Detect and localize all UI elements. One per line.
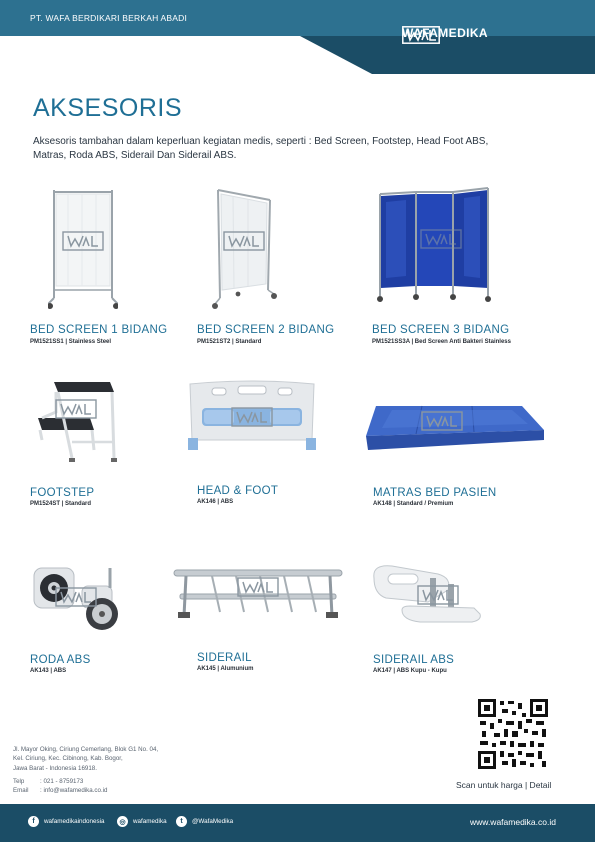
product-code: AK146 | ABS [197, 499, 234, 505]
wml-logo-icon [402, 26, 440, 44]
header-banner [0, 0, 595, 74]
email-row[interactable] [13, 786, 158, 795]
head-foot-board-image [184, 378, 320, 452]
product-code: AK143 | ABS [30, 668, 67, 674]
twitter-icon: t [176, 816, 187, 827]
abs-siderail-image [368, 560, 484, 636]
intro-text: Aksesoris tambahan dalam keperluan kegiatan medis, seperti : Bed Screen, Footstep, Head Foot ABS, Matras, Roda ABS, Siderail Dan Siderail ABS. [33, 136, 489, 161]
phone-label: Telp [13, 777, 25, 785]
social-twitter[interactable] [176, 816, 233, 827]
caster-wheel-image [30, 560, 122, 632]
address-line: Kel. Ciriung, Kec. Cibinong, Kab. Bogor, [13, 755, 123, 763]
brand-name: WAFAMEDIKA [402, 26, 488, 40]
social-label: wafamedika [133, 818, 167, 825]
bed-screen-1-panel-image [48, 188, 118, 310]
siderail-image [172, 566, 344, 620]
phone-value: : 021 - 8759173 [40, 777, 84, 785]
social-label: wafamedikaindonesia [44, 818, 105, 825]
website-link[interactable]: www.wafamedika.co.id [470, 817, 556, 827]
product-name: BED SCREEN 3 BIDANG [372, 324, 510, 336]
social-label: @WafaMedika [192, 818, 234, 825]
mattress-image [362, 400, 546, 456]
product-name: RODA ABS [30, 654, 91, 666]
facebook-icon: f [28, 816, 39, 827]
instagram-icon: ◎ [117, 816, 128, 827]
bed-screen-3-panel-image [376, 186, 494, 308]
product-code: AK145 | Alumunium [197, 666, 254, 672]
qr-caption: Scan untuk harga | Detail [456, 780, 552, 790]
product-code: PM1521SS3A | Bed Screen Anti Bakteri Stainless [372, 339, 511, 345]
product-code: PM1524ST | Standard [30, 501, 92, 507]
page-title: AKSESORIS [33, 94, 182, 122]
social-instagram[interactable] [117, 816, 167, 827]
contact-block [13, 745, 158, 795]
social-facebook[interactable] [28, 816, 105, 827]
product-name: FOOTSTEP [30, 487, 95, 499]
product-name: MATRAS BED PASIEN [373, 487, 497, 499]
product-name: SIDERAIL [197, 652, 252, 664]
product-code: PM1521ST2 | Standard [197, 339, 262, 345]
product-code: AK148 | Standard / Premium [373, 501, 454, 507]
product-code: AK147 | ABS Kupu - Kupu [373, 668, 447, 674]
brand-logo[interactable] [402, 26, 488, 40]
product-name: BED SCREEN 2 BIDANG [197, 324, 335, 336]
company-name: PT. WAFA BERDIKARI BERKAH ABADI [30, 13, 188, 23]
product-name: HEAD & FOOT [197, 485, 279, 497]
email-value: : info@wafamedika.co.id [40, 787, 108, 795]
qr-code-icon[interactable] [478, 699, 548, 769]
product-name: SIDERAIL ABS [373, 654, 455, 666]
product-code: PM1521SS1 | Stainless Steel [30, 339, 112, 345]
email-label: Email [13, 787, 29, 795]
phone-row[interactable] [13, 777, 158, 786]
bed-screen-2-panel-image [212, 186, 278, 310]
address-line: Jawa Barat - Indonesia 16918. [13, 764, 97, 772]
header-shape [0, 0, 595, 74]
product-name: BED SCREEN 1 BIDANG [30, 324, 168, 336]
footer-bar [0, 804, 595, 842]
address-line: Jl. Mayor Oking, Ciriung Cemerlang, Blok G1 No. 04, [13, 746, 159, 753]
footstep-image [34, 378, 118, 466]
